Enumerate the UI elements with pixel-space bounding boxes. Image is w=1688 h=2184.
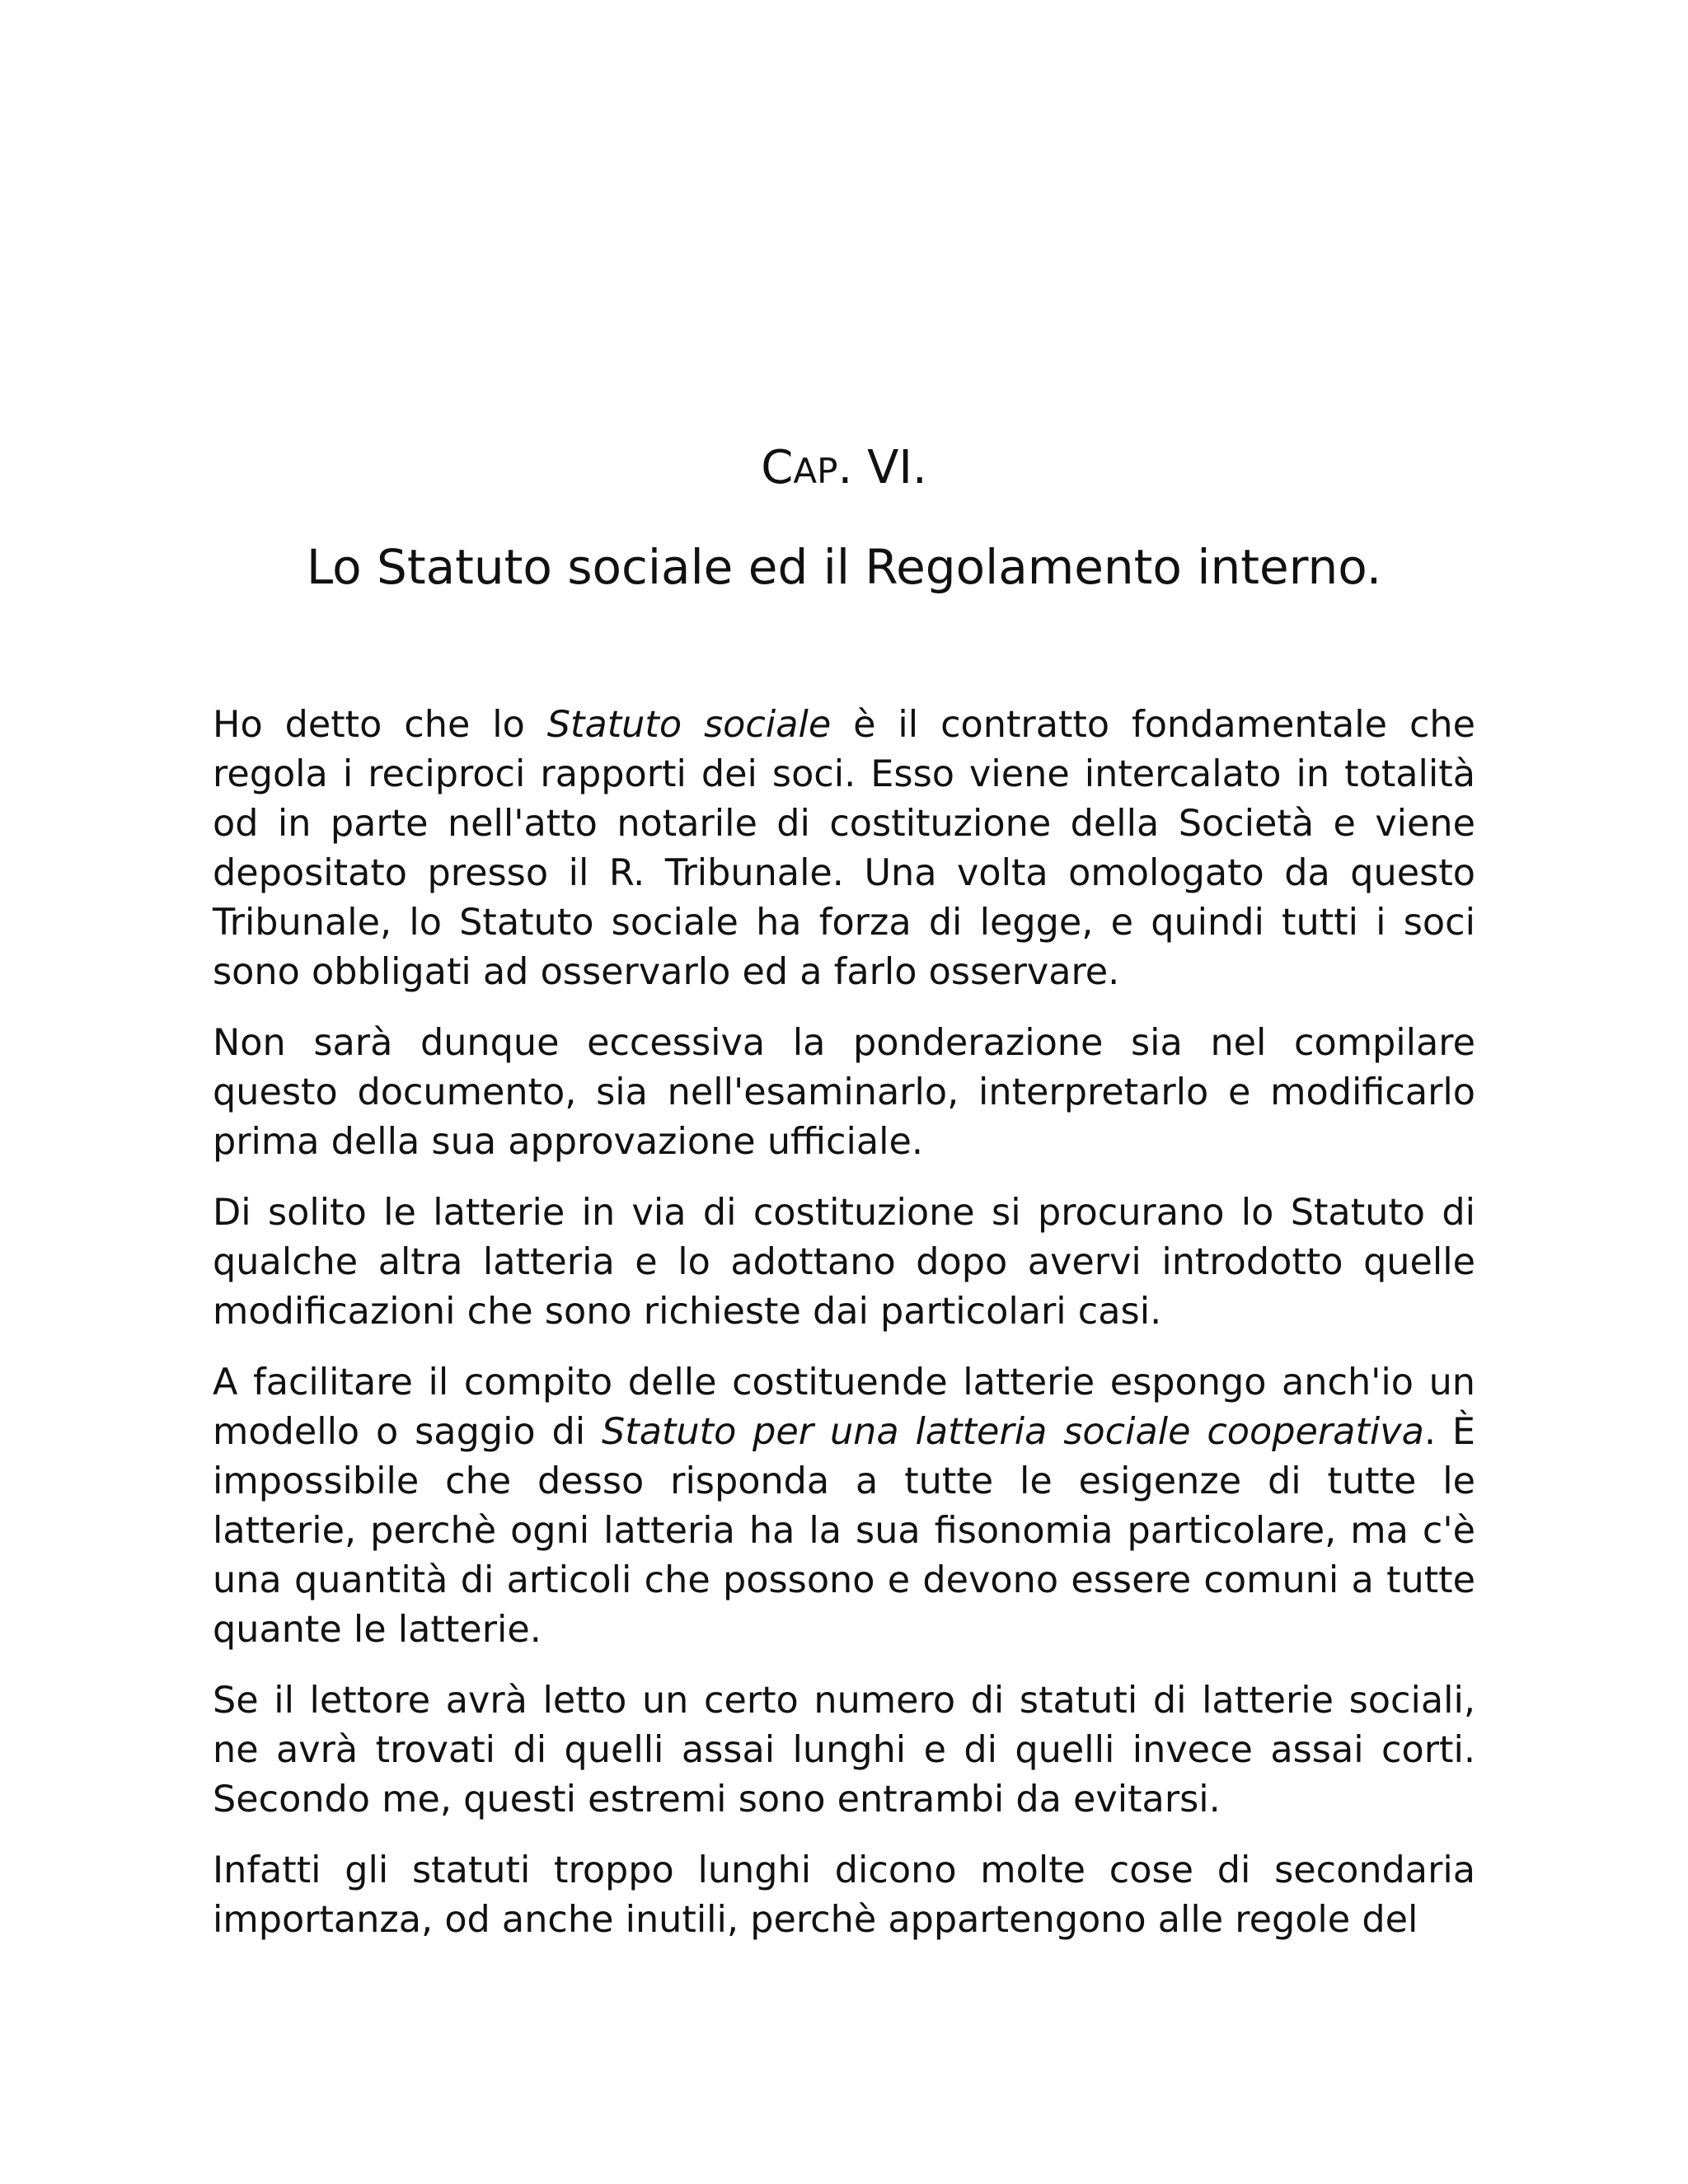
paragraph-4 — [213, 1358, 1475, 1655]
paragraph-1-text-a: Ho detto che lo — [213, 704, 547, 746]
chapter-heading-initial: C — [761, 441, 794, 494]
paragraph-1 — [213, 701, 1475, 997]
chapter-heading — [0, 437, 1688, 503]
paragraph-4-text-b: . È impossibile che desso risponda a tutte le esigenze di tutte le latterie, perchè ogni latteria ha la sua fisonomia particolare, ma c'è una quantità di articoli che possono e devono essere comuni a tutte quante le latterie. — [213, 1411, 1475, 1651]
chapter-title: Lo Statuto sociale ed il Regolamento interno. — [306, 539, 1382, 595]
paragraph-1-text-b: è il contratto fondamentale che regola i reciproci rapporti dei soci. Esso viene intercalato in totalità od in parte nell'atto notarile di costituzione della Società e viene depositato presso il R. Tribunale. Una volta omologato da questo Tribunale, lo Statuto sociale ha forza di legge, e quindi tutti i soci sono obbligati ad osservarlo ed a farlo osservare. — [213, 704, 1475, 993]
paragraph-1-italic: Statuto sociale — [546, 704, 832, 746]
paragraph-6: Infatti gli statuti troppo lunghi dicono molte cose di secondaria importanza, od anche inutili, perchè appartengono alle regole del — [213, 1849, 1475, 1941]
paragraph-3: Di solito le latterie in via di costituzione si procurano lo Statuto di qualche altra latteria e lo adottano dopo avervi introdotto quelle modificazioni che sono richieste dai particolari casi. — [213, 1192, 1475, 1333]
chapter-heading-number: . VI. — [837, 441, 927, 494]
chapter-heading-smallcaps: AP — [793, 451, 838, 491]
paragraph-4-italic: Statuto per una latteria sociale cooperativa — [602, 1411, 1424, 1453]
paragraph-5: Se il lettore avrà letto un certo numero di statuti di latterie sociali, ne avrà trovati di quelli assai lunghi e di quelli invece assai corti. Secondo me, questi estremi sono entrambi da evitarsi. — [213, 1680, 1475, 1821]
paragraph-4-text-a: A facilitare il compito delle costituende latterie espongo anch'io un modello o saggio di — [213, 1361, 1475, 1453]
body-text — [213, 701, 1475, 1966]
paragraph-2: Non sarà dunque eccessiva la ponderazione sia nel compilare questo documento, sia nell'esaminarlo, interpretarlo e modificarlo prima della sua approvazione ufficiale. — [213, 1022, 1475, 1163]
